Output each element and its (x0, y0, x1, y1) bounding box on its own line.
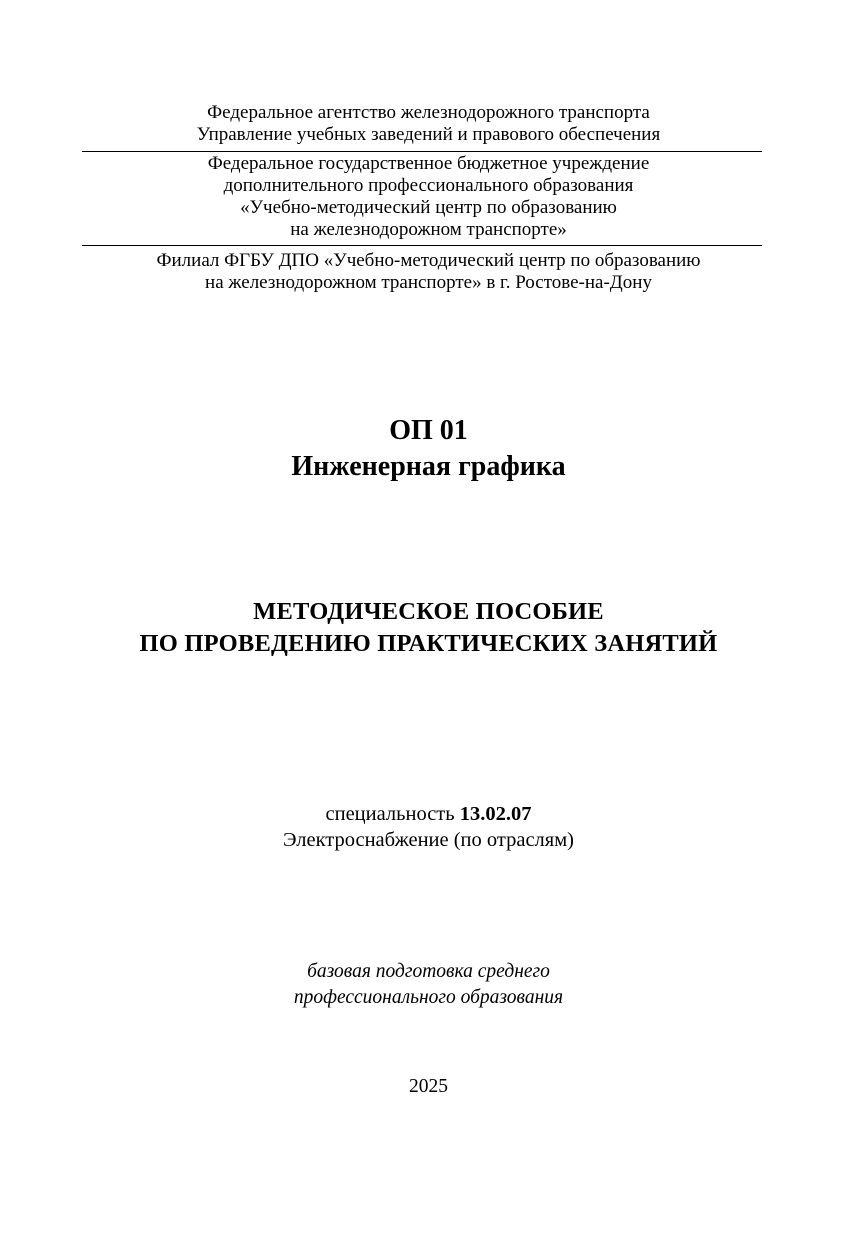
specialty-label: специальность (325, 803, 460, 825)
training-level-line: базовая подготовка среднего (307, 961, 550, 982)
institution-block (0, 153, 857, 241)
branch-line: на железнодорожном транспорте» в г. Ростове-на-Дону (205, 272, 652, 293)
specialty-code: 13.02.07 (459, 803, 532, 825)
ministry-line: Федеральное агентство железнодорожного транспорта (207, 102, 650, 123)
header-divider (82, 245, 762, 246)
branch-block (0, 250, 857, 294)
branch-line: Филиал ФГБУ ДПО «Учебно-методический центр по образованию (156, 250, 701, 271)
institution-line: «Учебно-методический центр по образованию (240, 197, 617, 218)
publication-year: 2025 (409, 1076, 448, 1097)
document-title (0, 596, 857, 660)
document-title-line: ПО ПРОВЕДЕНИЮ ПРАКТИЧЕСКИХ ЗАНЯТИЙ (139, 630, 718, 657)
header-divider (82, 151, 762, 152)
institution-line: Федеральное государственное бюджетное учреждение (207, 153, 650, 174)
ministry-line: Управление учебных заведений и правового обеспечения (196, 124, 661, 145)
ministry-block (0, 102, 857, 146)
discipline-code: ОП 01 (389, 415, 468, 446)
document-title-line: МЕТОДИЧЕСКОЕ ПОСОБИЕ (253, 598, 604, 625)
specialty-line (0, 801, 857, 827)
specialty-name: Электроснабжение (по отраслям) (282, 829, 574, 851)
institution-line: на железнодорожном транспорте» (290, 219, 567, 240)
discipline-name: Инженерная графика (291, 451, 566, 482)
specialty-block (0, 801, 857, 853)
training-level-block (0, 959, 857, 1011)
training-level-line: профессионального образования (293, 987, 564, 1008)
institution-line: дополнительного профессионального образования (223, 175, 634, 196)
discipline-block (0, 413, 857, 485)
